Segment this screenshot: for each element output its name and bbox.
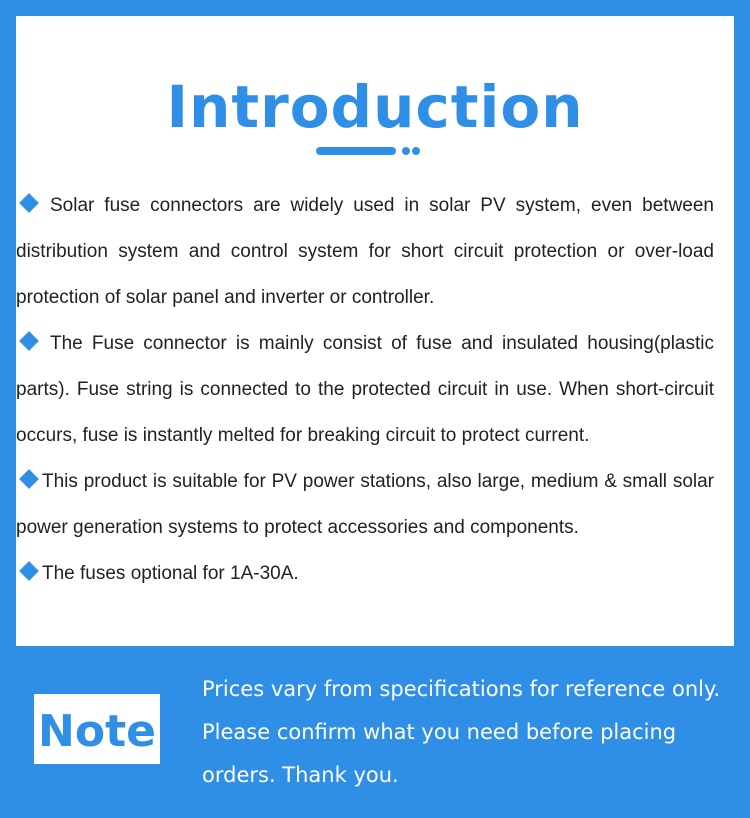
page-title: Introduction [166, 73, 584, 141]
intro-paragraph-text: This product is suitable for PV power stations, also large, medium & small solar power generation systems to protect accessories and components. [16, 471, 714, 538]
divider-bar [316, 147, 396, 155]
intro-paragraph [16, 459, 714, 551]
intro-paragraph [16, 321, 714, 459]
divider-dot [412, 147, 420, 155]
diamond-icon [19, 469, 39, 489]
note-label: Note [38, 706, 156, 757]
intro-paragraph-text: Solar fuse connectors are widely used in solar PV system, even between distribution system and control system for short circuit protection or over-load protection of solar panel and inverter or controller. [16, 195, 714, 308]
intro-paragraph-text: The Fuse connector is mainly consist of fuse and insulated housing(plastic parts). Fuse string is connected to the protected circuit in use. When short-circuit occurs, fuse is instantly melted for breaking circuit to protect current. [16, 333, 714, 446]
intro-paragraph [16, 551, 714, 597]
intro-paragraph [16, 183, 714, 321]
introduction-content [16, 183, 714, 597]
diamond-icon [19, 331, 39, 351]
intro-paragraph-text: The fuses optional for 1A-30A. [42, 563, 299, 584]
note-badge [34, 694, 160, 764]
note-text: Prices vary from specifications for reference only. Please confirm what you need before placing orders. Thank you. [202, 677, 721, 787]
divider-dot [402, 147, 410, 155]
diamond-icon [19, 193, 39, 213]
diamond-icon [19, 561, 39, 581]
title-divider [316, 147, 436, 155]
